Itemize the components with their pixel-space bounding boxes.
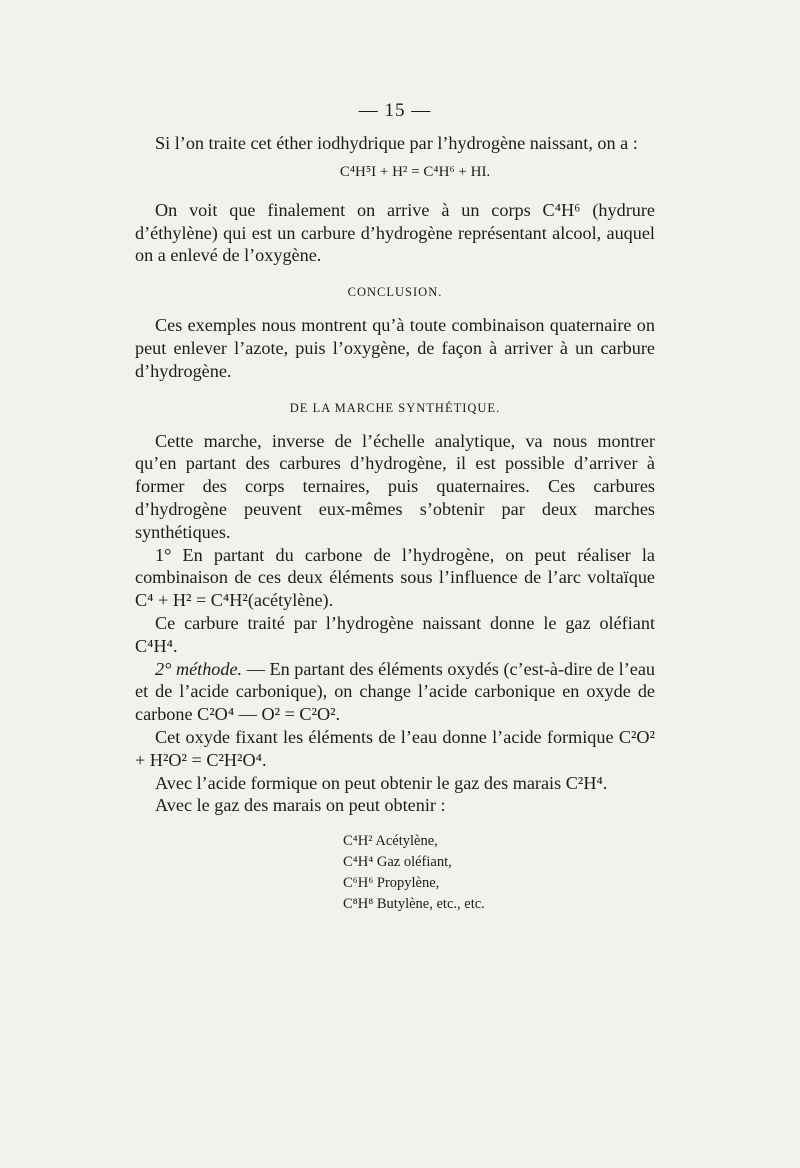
list-item: C⁴H⁴ Gaz oléfiant, [343,854,452,871]
page-content [135,100,655,915]
paragraph-ether-iodhydrique: Si l’on traite cet éther iodhydrique par l’hydrogène naissant, on a : [155,133,638,153]
paragraph-gaz-olefiant: Ce carbure traité par l’hydrogène naissant donne le gaz oléfiant C⁴H⁴. [135,612,655,656]
section-title-conclusion: CONCLUSION. [347,285,443,300]
paragraph-on-peut-obtenir: Avec le gaz des marais on peut obtenir : [155,795,446,816]
list-item: C⁴H² Acétylène, [343,833,438,850]
carbure-list [343,831,655,915]
paragraph-acide-formique: Cet oxyde fixant les éléments de l’eau donne l’acide formique C²O² + H²O² = C²H²O⁴. [135,726,655,770]
paragraph-gaz-des-marais: Avec l’acide formique on peut obtenir le gaz des marais C²H⁴. [155,772,608,793]
page-number: — 15 — [358,100,432,121]
paragraph-conclusion: Ces exemples nous montrent qu’à toute combinaison quaternaire on peut enlever l’azote, puis l’oxygène, de façon à arriver à un carbure d’hydrogène. [135,315,655,381]
methode-2-text: — En partant des éléments oxydés (c’est-à-dire de l’eau et de l’acide carbonique), on change l’acide carbonique en oxyde de carbone C²O⁴ — O² = C²O². [135,658,655,725]
formula-reduction: C⁴H⁵I + H² = C⁴H⁶ + HI. [339,163,491,180]
paragraph-methode-1: 1° En partant du carbone de l’hydrogène, on peut réaliser la combinaison de ces deux éléments sous l’influence de l’arc voltaïque C⁴ + H² = C⁴H²(acétylène). [135,544,655,611]
section-title-marche-synthetique: DE LA MARCHE SYNTHÉTIQUE. [289,400,501,415]
paragraph-marche-inverse: Cette marche, inverse de l’échelle analytique, va nous montrer qu’en partant des carbures d’hydrogène, il est possible d’arriver à former des corps ternaires, puis quaternaires. Ces carbures d’hydrogène peuvent eux-mêmes s’obtenir par deux marches synthétiques. [135,430,655,542]
methode-2-label: 2° méthode. [155,658,243,679]
paragraph-hydrure-ethylene: On voit que finalement on arrive à un corps C⁴H⁶ (hydrure d’éthylène) qui est un carbure d’hydrogène représentant alcool, auquel on a enlevé de l’oxygène. [135,199,655,266]
list-item: C⁶H⁶ Propylène, [343,875,440,892]
paragraph-methode-2 [135,658,655,726]
list-item: C⁸H⁸ Butylène, etc., etc. [343,896,485,913]
